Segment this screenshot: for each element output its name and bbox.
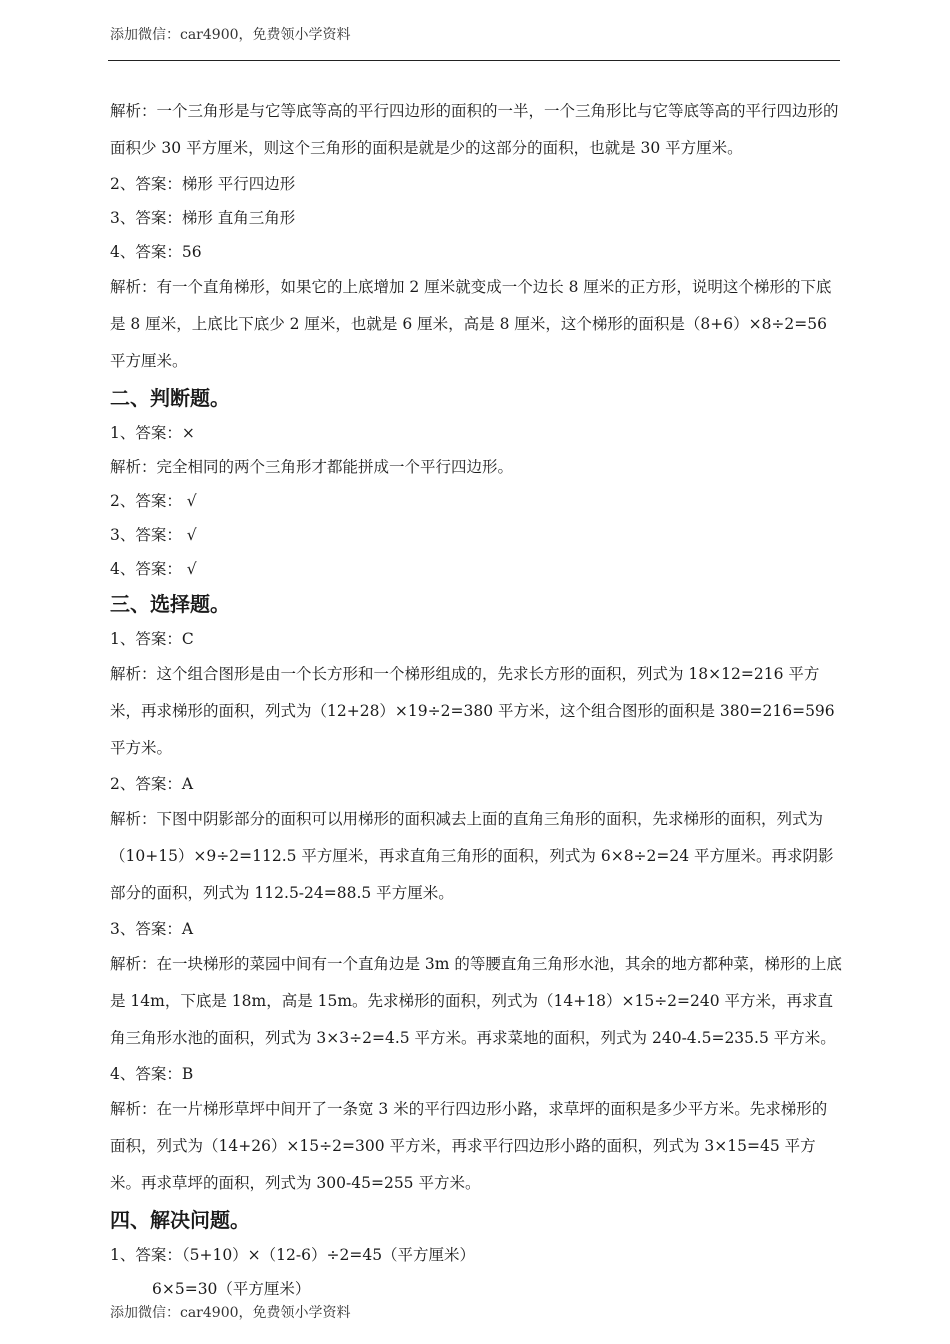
- answer-line: 1、答案：×: [110, 424, 195, 442]
- page-footer: 添加微信：car4900，免费领小学资料: [110, 1305, 351, 1321]
- section-heading-judgement: 二、判断题。: [110, 386, 230, 410]
- header-divider: [108, 60, 840, 61]
- answer-line: 2、答案：梯形 平行四边形: [110, 175, 296, 193]
- analysis-paragraph: 解析：一个三角形是与它等底等高的平行四边形的面积的一半，一个三角形比与它等底等高的平行四边形的面积少 30 平方厘米，则这个三角形的面积是就是少的这部分的面积，也就是 30 平方厘米。: [110, 102, 839, 157]
- analysis-paragraph: 解析：在一块梯形的菜园中间有一个直角边是 3m 的等腰直角三角形水池，其余的地方都种菜，梯形的上底是 14m，下底是 18m，高是 15m。先求梯形的面积，列式为（14+18）×15÷2=240 平方米，再求直角三角形水池的面积，列式为 3×3÷2=4.5 平方米。再求菜地的面积，列式为 240-4.5=235.5 平方米。: [110, 955, 842, 1047]
- analysis-paragraph: 解析：下图中阴影部分的面积可以用梯形的面积减去上面的直角三角形的面积，先求梯形的面积，列式为（10+15）×9÷2=112.5 平方厘米，再求直角三角形的面积，列式为 6×8÷2=24 平方厘米。再求阴影部分的面积，列式为 112.5-24=88.5 平方厘米。: [110, 810, 834, 902]
- answer-line: 2、答案： √: [110, 492, 197, 510]
- answer-line: 4、答案：B: [110, 1065, 194, 1083]
- page-header: 添加微信：car4900，免费领小学资料: [110, 27, 351, 43]
- analysis-paragraph: 解析：这个组合图形是由一个长方形和一个梯形组成的，先求长方形的面积，列式为 18×12=216 平方米，再求梯形的面积，列式为（12+28）×19÷2=380 平方米，这个组合图形的面积是 380=216=596 平方米。: [110, 665, 835, 757]
- analysis-paragraph: 解析：有一个直角梯形，如果它的上底增加 2 厘米就变成一个边长 8 厘米的正方形，说明这个梯形的下底是 8 厘米，上底比下底少 2 厘米，也就是 6 厘米，高是 8 厘米，这个梯形的面积是（8+6）×8÷2=56 平方厘米。: [110, 278, 832, 370]
- answer-line: 3、答案： √: [110, 526, 197, 544]
- answer-line: 1、答案：C: [110, 630, 194, 648]
- analysis-paragraph: 解析：完全相同的两个三角形才都能拼成一个平行四边形。: [110, 458, 514, 476]
- section-heading-problems: 四、解决问题。: [110, 1208, 250, 1232]
- section-heading-choice: 三、选择题。: [110, 592, 230, 616]
- answer-line: 1、答案：（5+10）×（12-6）÷2=45（平方厘米）: [110, 1246, 476, 1264]
- answer-line: 4、答案： √: [110, 560, 197, 578]
- answer-line: 6×5=30（平方厘米）: [152, 1280, 311, 1298]
- analysis-paragraph: 解析：在一片梯形草坪中间开了一条宽 3 米的平行四边形小路，求草坪的面积是多少平方米。先求梯形的面积，列式为（14+26）×15÷2=300 平方米，再求平行四边形小路的面积，列式为 3×15=45 平方米。再求草坪的面积，列式为 300-45=255 平方米。: [110, 1100, 828, 1192]
- answer-line: 4、答案：56: [110, 243, 202, 261]
- answer-line: 3、答案：梯形 直角三角形: [110, 209, 296, 227]
- answer-content: [110, 93, 842, 1306]
- answer-line: 3、答案：A: [110, 920, 194, 938]
- answer-line: 2、答案：A: [110, 775, 194, 793]
